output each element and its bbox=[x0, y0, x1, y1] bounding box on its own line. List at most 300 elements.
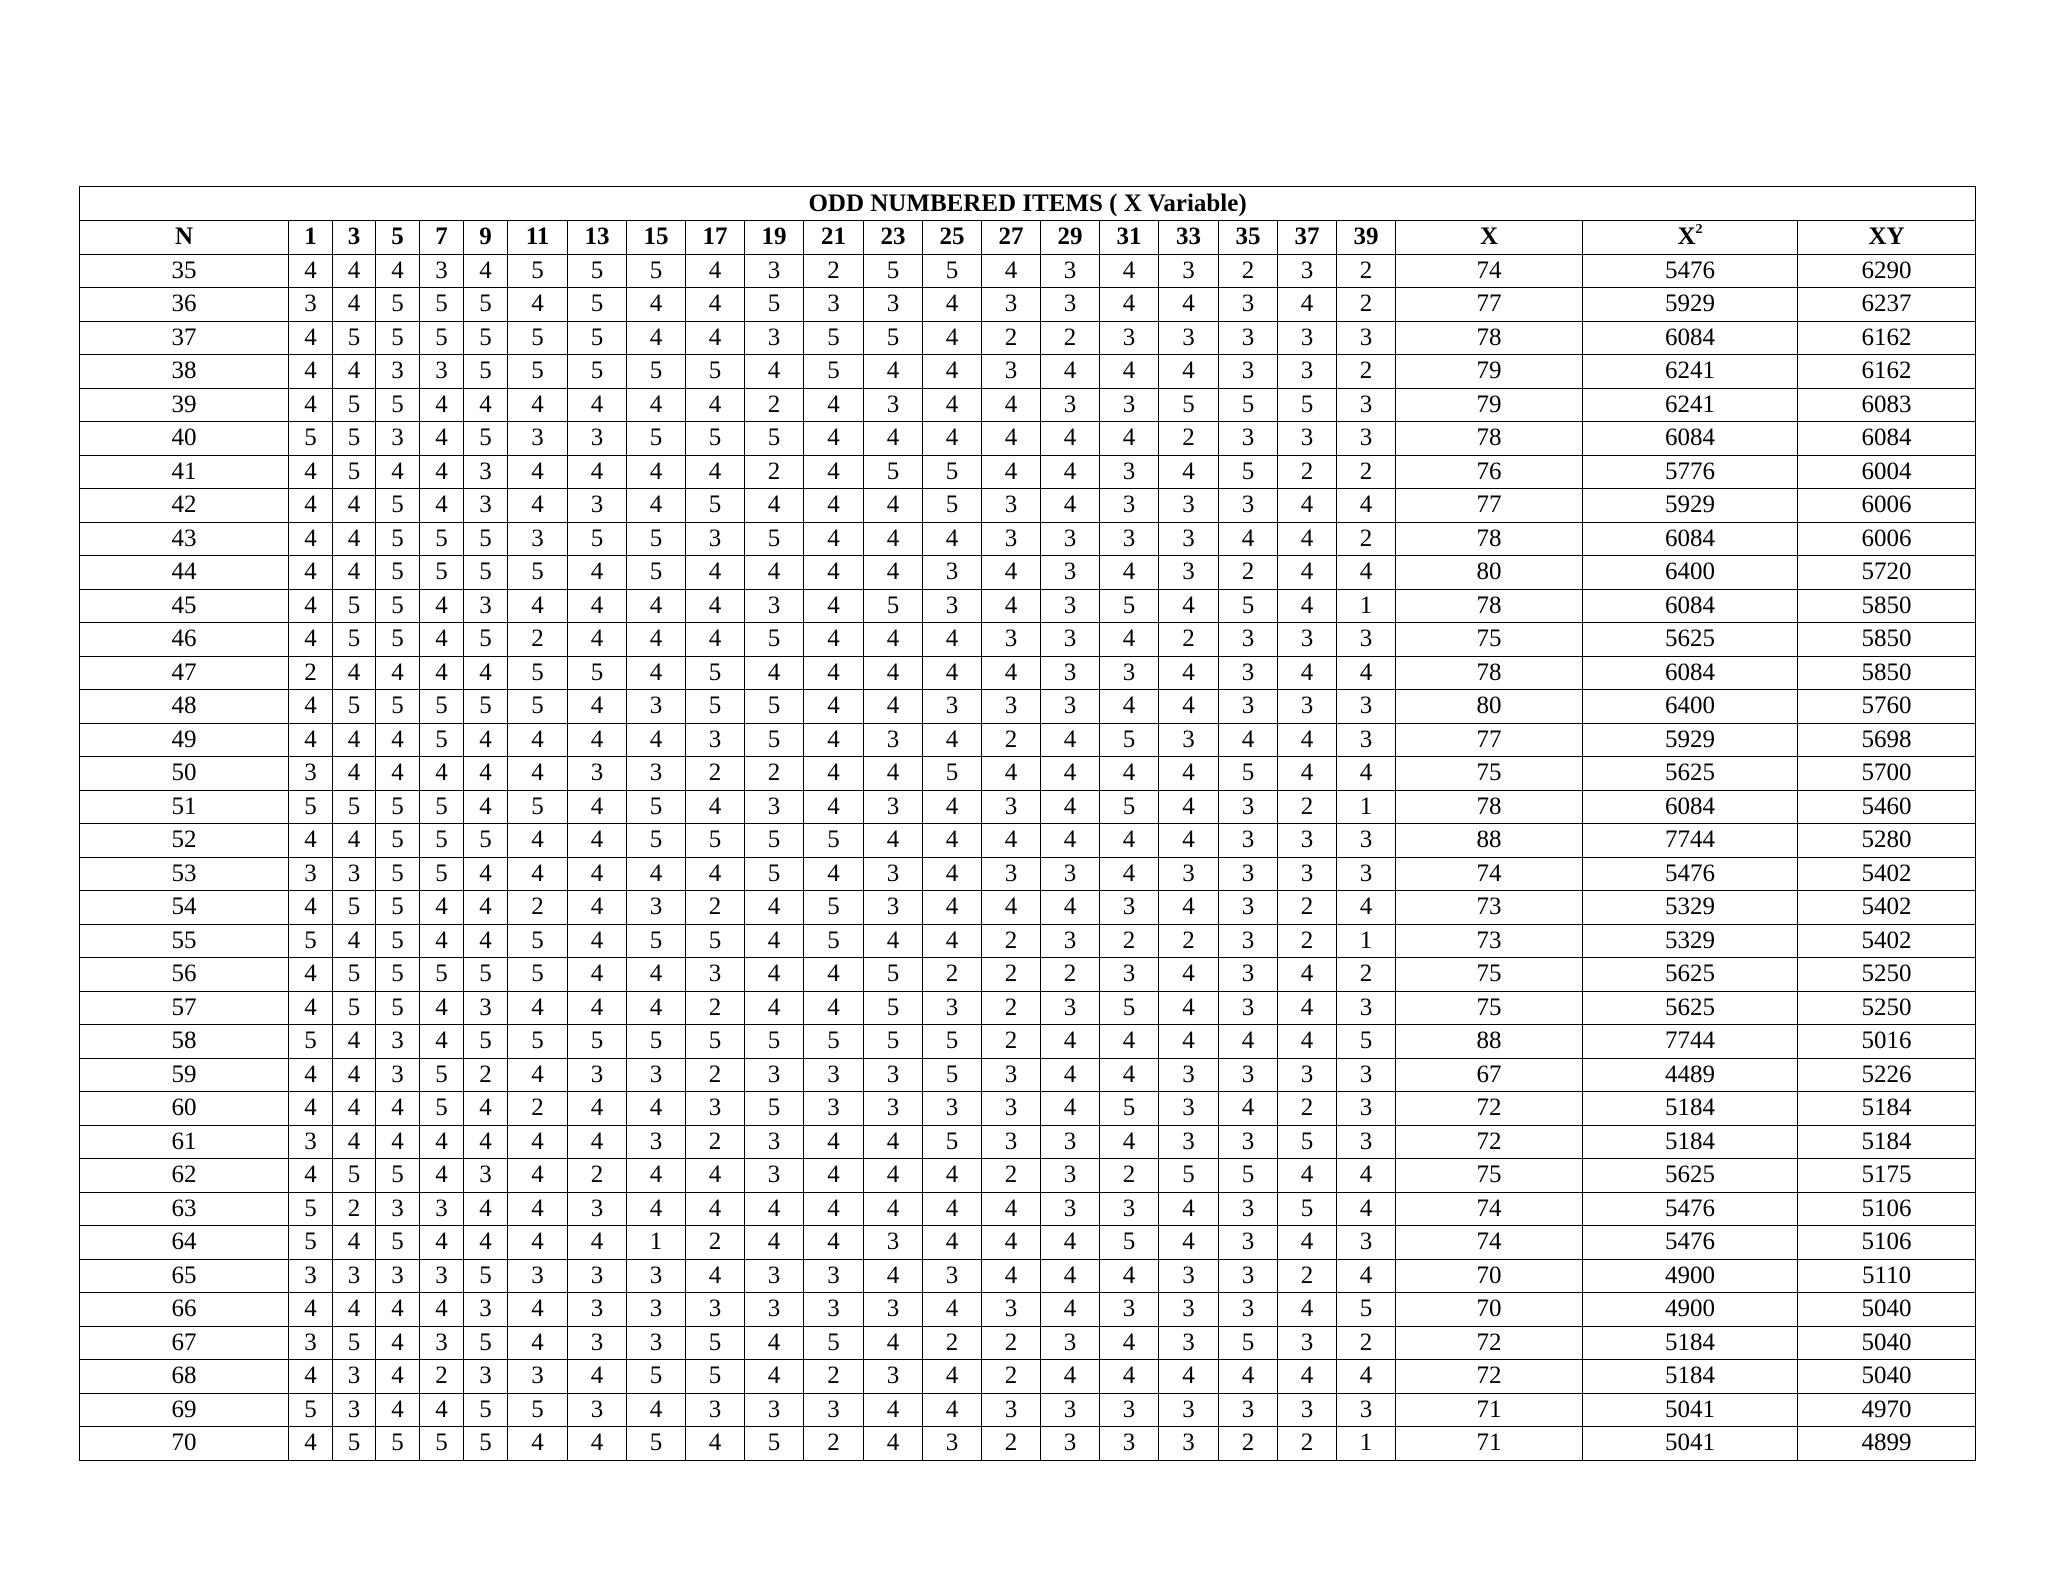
item-score-cell: 4 bbox=[923, 1192, 982, 1226]
table-row bbox=[80, 422, 1976, 456]
item-score-cell: 4 bbox=[568, 388, 627, 422]
x-squared-cell: 5476 bbox=[1583, 254, 1798, 288]
item-score-cell: 5 bbox=[568, 522, 627, 556]
item-score-cell: 4 bbox=[1041, 1025, 1100, 1059]
item-score-cell: 4 bbox=[1041, 1259, 1100, 1293]
item-score-cell: 5 bbox=[745, 690, 804, 724]
xy-cell: 5106 bbox=[1798, 1192, 1976, 1226]
item-score-cell: 4 bbox=[289, 388, 333, 422]
xy-cell: 5460 bbox=[1798, 790, 1976, 824]
item-score-cell: 5 bbox=[745, 1092, 804, 1126]
item-score-cell: 4 bbox=[333, 1293, 376, 1327]
item-score-cell: 2 bbox=[745, 388, 804, 422]
item-header: 13 bbox=[568, 221, 627, 255]
item-score-cell: 5 bbox=[508, 1025, 568, 1059]
item-score-cell: 4 bbox=[333, 924, 376, 958]
item-score-cell: 4 bbox=[1041, 1058, 1100, 1092]
item-score-cell: 4 bbox=[420, 891, 464, 925]
item-score-cell: 5 bbox=[686, 1360, 745, 1394]
item-score-cell: 4 bbox=[376, 723, 420, 757]
item-score-cell: 4 bbox=[420, 757, 464, 791]
item-score-cell: 4 bbox=[508, 388, 568, 422]
x-squared-cell: 5625 bbox=[1583, 1159, 1798, 1193]
item-score-cell: 5 bbox=[464, 958, 508, 992]
item-score-cell: 3 bbox=[1159, 857, 1219, 891]
n-cell: 36 bbox=[80, 288, 289, 322]
item-score-cell: 4 bbox=[289, 723, 333, 757]
x-squared-cell: 5929 bbox=[1583, 489, 1798, 523]
item-header: 11 bbox=[508, 221, 568, 255]
table-row bbox=[80, 656, 1976, 690]
item-score-cell: 4 bbox=[627, 623, 686, 657]
item-score-cell: 3 bbox=[627, 757, 686, 791]
item-score-cell: 4 bbox=[1100, 690, 1159, 724]
table-row bbox=[80, 1293, 1976, 1327]
item-score-cell: 4 bbox=[289, 355, 333, 389]
item-score-cell: 3 bbox=[1337, 1226, 1396, 1260]
item-score-cell: 4 bbox=[568, 1360, 627, 1394]
item-score-cell: 4 bbox=[508, 757, 568, 791]
item-score-cell: 4 bbox=[804, 656, 864, 690]
item-score-cell: 4 bbox=[1159, 288, 1219, 322]
item-score-cell: 3 bbox=[1219, 1058, 1278, 1092]
item-score-cell: 3 bbox=[804, 1058, 864, 1092]
item-score-cell: 2 bbox=[508, 623, 568, 657]
item-score-cell: 4 bbox=[1041, 1360, 1100, 1394]
item-score-cell: 5 bbox=[864, 254, 923, 288]
item-score-cell: 5 bbox=[686, 1025, 745, 1059]
item-score-cell: 4 bbox=[804, 991, 864, 1025]
item-score-cell: 5 bbox=[864, 321, 923, 355]
item-score-cell: 5 bbox=[1219, 455, 1278, 489]
xy-cell: 6083 bbox=[1798, 388, 1976, 422]
item-score-cell: 4 bbox=[1159, 757, 1219, 791]
item-score-cell: 1 bbox=[1337, 924, 1396, 958]
item-score-cell: 4 bbox=[568, 790, 627, 824]
item-score-cell: 3 bbox=[745, 321, 804, 355]
item-score-cell: 4 bbox=[568, 857, 627, 891]
item-score-cell: 4 bbox=[923, 1293, 982, 1327]
item-score-cell: 4 bbox=[289, 623, 333, 657]
item-score-cell: 4 bbox=[1278, 656, 1337, 690]
xy-cell: 5040 bbox=[1798, 1293, 1976, 1327]
item-score-cell: 4 bbox=[376, 1360, 420, 1394]
item-score-cell: 4 bbox=[464, 857, 508, 891]
item-score-cell: 3 bbox=[1100, 1192, 1159, 1226]
item-score-cell: 3 bbox=[1041, 656, 1100, 690]
item-score-cell: 4 bbox=[1100, 1125, 1159, 1159]
x-squared-cell: 6400 bbox=[1583, 690, 1798, 724]
item-score-cell: 4 bbox=[982, 455, 1041, 489]
item-score-cell: 3 bbox=[376, 1025, 420, 1059]
item-header: 27 bbox=[982, 221, 1041, 255]
xy-cell: 6004 bbox=[1798, 455, 1976, 489]
item-score-cell: 3 bbox=[376, 1259, 420, 1293]
item-score-cell: 4 bbox=[420, 1393, 464, 1427]
item-score-cell: 4 bbox=[1041, 1293, 1100, 1327]
x-cell: 80 bbox=[1396, 556, 1583, 590]
item-score-cell: 4 bbox=[333, 522, 376, 556]
n-cell: 69 bbox=[80, 1393, 289, 1427]
item-score-cell: 3 bbox=[745, 1058, 804, 1092]
item-score-cell: 3 bbox=[568, 1192, 627, 1226]
item-score-cell: 3 bbox=[1337, 991, 1396, 1025]
item-score-cell: 4 bbox=[1278, 288, 1337, 322]
item-score-cell: 3 bbox=[1337, 388, 1396, 422]
item-score-cell: 3 bbox=[420, 1326, 464, 1360]
x-squared-cell: 4489 bbox=[1583, 1058, 1798, 1092]
table-row bbox=[80, 1393, 1976, 1427]
item-score-cell: 5 bbox=[376, 288, 420, 322]
item-score-cell: 3 bbox=[376, 1058, 420, 1092]
item-score-cell: 2 bbox=[982, 958, 1041, 992]
item-score-cell: 4 bbox=[923, 623, 982, 657]
item-score-cell: 5 bbox=[923, 254, 982, 288]
item-score-cell: 4 bbox=[420, 1125, 464, 1159]
item-score-cell: 4 bbox=[464, 1226, 508, 1260]
item-score-cell: 3 bbox=[923, 991, 982, 1025]
item-score-cell: 4 bbox=[864, 1393, 923, 1427]
item-score-cell: 3 bbox=[1219, 958, 1278, 992]
item-score-cell: 3 bbox=[627, 1326, 686, 1360]
item-score-cell: 4 bbox=[1100, 1360, 1159, 1394]
item-score-cell: 5 bbox=[508, 556, 568, 590]
item-score-cell: 3 bbox=[1159, 1427, 1219, 1461]
table-row bbox=[80, 690, 1976, 724]
item-score-cell: 4 bbox=[864, 924, 923, 958]
item-score-cell: 4 bbox=[420, 1159, 464, 1193]
item-score-cell: 3 bbox=[1337, 1092, 1396, 1126]
table-row bbox=[80, 623, 1976, 657]
item-score-cell: 3 bbox=[464, 489, 508, 523]
x-cell: 88 bbox=[1396, 1025, 1583, 1059]
item-score-cell: 4 bbox=[420, 1025, 464, 1059]
n-cell: 47 bbox=[80, 656, 289, 690]
item-score-cell: 5 bbox=[1159, 1159, 1219, 1193]
n-cell: 49 bbox=[80, 723, 289, 757]
item-score-cell: 4 bbox=[289, 1092, 333, 1126]
item-score-cell: 4 bbox=[1278, 489, 1337, 523]
item-score-cell: 2 bbox=[745, 757, 804, 791]
item-score-cell: 5 bbox=[333, 623, 376, 657]
item-score-cell: 3 bbox=[1278, 690, 1337, 724]
item-score-cell: 4 bbox=[568, 991, 627, 1025]
item-score-cell: 4 bbox=[420, 623, 464, 657]
x-squared-cell: 5329 bbox=[1583, 891, 1798, 925]
item-score-cell: 3 bbox=[1337, 623, 1396, 657]
xy-cell: 4899 bbox=[1798, 1427, 1976, 1461]
item-score-cell: 5 bbox=[627, 824, 686, 858]
item-score-cell: 4 bbox=[508, 1058, 568, 1092]
item-score-cell: 4 bbox=[508, 489, 568, 523]
item-score-cell: 4 bbox=[864, 556, 923, 590]
item-score-cell: 4 bbox=[982, 656, 1041, 690]
item-score-cell: 5 bbox=[376, 522, 420, 556]
item-score-cell: 5 bbox=[376, 388, 420, 422]
item-score-cell: 2 bbox=[982, 321, 1041, 355]
x-squared-cell: 6084 bbox=[1583, 656, 1798, 690]
item-score-cell: 3 bbox=[864, 1360, 923, 1394]
xy-cell: 6162 bbox=[1798, 321, 1976, 355]
item-score-cell: 5 bbox=[376, 556, 420, 590]
table-row bbox=[80, 355, 1976, 389]
item-score-cell: 3 bbox=[1041, 254, 1100, 288]
item-score-cell: 2 bbox=[464, 1058, 508, 1092]
item-header: 23 bbox=[864, 221, 923, 255]
item-score-cell: 4 bbox=[333, 1025, 376, 1059]
item-score-cell: 3 bbox=[864, 1293, 923, 1327]
item-score-cell: 3 bbox=[1159, 1393, 1219, 1427]
item-score-cell: 5 bbox=[864, 1025, 923, 1059]
item-score-cell: 4 bbox=[464, 388, 508, 422]
item-score-cell: 2 bbox=[1278, 1259, 1337, 1293]
item-score-cell: 4 bbox=[1100, 422, 1159, 456]
item-score-cell: 3 bbox=[1337, 422, 1396, 456]
xy-cell: 5402 bbox=[1798, 857, 1976, 891]
item-score-cell: 5 bbox=[686, 656, 745, 690]
x-squared-cell: 6084 bbox=[1583, 790, 1798, 824]
item-score-cell: 3 bbox=[982, 288, 1041, 322]
n-cell: 53 bbox=[80, 857, 289, 891]
xy-cell: 5402 bbox=[1798, 891, 1976, 925]
item-score-cell: 5 bbox=[1100, 723, 1159, 757]
x-cell: 78 bbox=[1396, 589, 1583, 623]
item-score-cell: 2 bbox=[1159, 422, 1219, 456]
item-score-cell: 4 bbox=[508, 723, 568, 757]
x-cell: 72 bbox=[1396, 1360, 1583, 1394]
item-score-cell: 3 bbox=[745, 254, 804, 288]
item-score-cell: 4 bbox=[1159, 1360, 1219, 1394]
item-score-cell: 5 bbox=[376, 1159, 420, 1193]
item-score-cell: 5 bbox=[289, 1025, 333, 1059]
item-score-cell: 3 bbox=[1219, 623, 1278, 657]
x-cell: 78 bbox=[1396, 656, 1583, 690]
item-score-cell: 4 bbox=[568, 589, 627, 623]
item-score-cell: 4 bbox=[686, 288, 745, 322]
item-score-cell: 2 bbox=[982, 1025, 1041, 1059]
item-score-cell: 4 bbox=[923, 1360, 982, 1394]
item-score-cell: 4 bbox=[804, 1192, 864, 1226]
item-score-cell: 3 bbox=[568, 422, 627, 456]
item-score-cell: 4 bbox=[464, 891, 508, 925]
item-score-cell: 3 bbox=[864, 891, 923, 925]
item-score-cell: 2 bbox=[1278, 1427, 1337, 1461]
item-score-cell: 3 bbox=[1278, 1058, 1337, 1092]
table-row bbox=[80, 288, 1976, 322]
table-row bbox=[80, 1427, 1976, 1461]
item-score-cell: 4 bbox=[420, 388, 464, 422]
item-score-cell: 4 bbox=[464, 1125, 508, 1159]
item-score-cell: 5 bbox=[627, 556, 686, 590]
item-score-cell: 5 bbox=[376, 321, 420, 355]
item-score-cell: 3 bbox=[420, 254, 464, 288]
item-score-cell: 5 bbox=[1278, 1192, 1337, 1226]
item-score-cell: 4 bbox=[376, 1326, 420, 1360]
item-score-cell: 3 bbox=[1337, 1393, 1396, 1427]
item-score-cell: 2 bbox=[508, 891, 568, 925]
item-score-cell: 4 bbox=[627, 1159, 686, 1193]
item-score-cell: 3 bbox=[1337, 1058, 1396, 1092]
item-score-cell: 5 bbox=[420, 824, 464, 858]
n-cell: 65 bbox=[80, 1259, 289, 1293]
item-score-cell: 4 bbox=[864, 623, 923, 657]
item-score-cell: 4 bbox=[289, 321, 333, 355]
item-score-cell: 3 bbox=[376, 1192, 420, 1226]
x-squared-cell: 5041 bbox=[1583, 1393, 1798, 1427]
item-score-cell: 4 bbox=[333, 556, 376, 590]
xy-cell: 6006 bbox=[1798, 489, 1976, 523]
x-cell: 74 bbox=[1396, 1226, 1583, 1260]
item-score-cell: 5 bbox=[686, 489, 745, 523]
item-score-cell: 3 bbox=[745, 1259, 804, 1293]
item-score-cell: 4 bbox=[627, 589, 686, 623]
item-score-cell: 4 bbox=[464, 790, 508, 824]
x-cell: 72 bbox=[1396, 1125, 1583, 1159]
item-score-cell: 4 bbox=[1041, 1092, 1100, 1126]
item-score-cell: 3 bbox=[1041, 991, 1100, 1025]
table-row bbox=[80, 857, 1976, 891]
x-squared-cell: 5625 bbox=[1583, 991, 1798, 1025]
x-cell: 78 bbox=[1396, 321, 1583, 355]
item-score-cell: 4 bbox=[289, 522, 333, 556]
item-score-cell: 4 bbox=[864, 1427, 923, 1461]
item-score-cell: 4 bbox=[804, 857, 864, 891]
item-score-cell: 3 bbox=[1219, 489, 1278, 523]
item-score-cell: 5 bbox=[289, 1393, 333, 1427]
item-score-cell: 3 bbox=[376, 422, 420, 456]
xy-cell: 5040 bbox=[1798, 1326, 1976, 1360]
item-score-cell: 4 bbox=[1041, 455, 1100, 489]
item-score-cell: 4 bbox=[804, 958, 864, 992]
item-score-cell: 4 bbox=[745, 1360, 804, 1394]
item-score-cell: 2 bbox=[1219, 1427, 1278, 1461]
item-score-cell: 2 bbox=[686, 891, 745, 925]
item-score-cell: 3 bbox=[686, 1293, 745, 1327]
item-header: 31 bbox=[1100, 221, 1159, 255]
item-score-cell: 2 bbox=[1100, 924, 1159, 958]
item-score-cell: 3 bbox=[568, 1326, 627, 1360]
item-score-cell: 4 bbox=[333, 1125, 376, 1159]
item-score-cell: 4 bbox=[923, 924, 982, 958]
n-cell: 60 bbox=[80, 1092, 289, 1126]
item-score-cell: 4 bbox=[686, 254, 745, 288]
item-score-cell: 4 bbox=[627, 489, 686, 523]
item-score-cell: 4 bbox=[864, 824, 923, 858]
table-row bbox=[80, 254, 1976, 288]
xy-cell: 5720 bbox=[1798, 556, 1976, 590]
item-score-cell: 5 bbox=[376, 857, 420, 891]
item-score-cell: 5 bbox=[464, 522, 508, 556]
item-score-cell: 3 bbox=[864, 1092, 923, 1126]
x-squared-superscript: 2 bbox=[1695, 221, 1703, 237]
item-header: 1 bbox=[289, 221, 333, 255]
item-score-cell: 5 bbox=[508, 690, 568, 724]
item-score-cell: 4 bbox=[1159, 991, 1219, 1025]
item-score-cell: 4 bbox=[289, 1293, 333, 1327]
item-score-cell: 4 bbox=[508, 288, 568, 322]
n-cell: 57 bbox=[80, 991, 289, 1025]
item-score-cell: 4 bbox=[568, 623, 627, 657]
item-score-cell: 4 bbox=[1337, 891, 1396, 925]
item-score-cell: 4 bbox=[627, 288, 686, 322]
item-score-cell: 3 bbox=[1041, 556, 1100, 590]
item-score-cell: 5 bbox=[804, 891, 864, 925]
item-score-cell: 4 bbox=[333, 489, 376, 523]
item-score-cell: 4 bbox=[289, 690, 333, 724]
item-score-cell: 3 bbox=[1041, 1427, 1100, 1461]
item-score-cell: 4 bbox=[1219, 1025, 1278, 1059]
item-score-cell: 4 bbox=[864, 422, 923, 456]
item-score-cell: 4 bbox=[745, 489, 804, 523]
item-score-cell: 3 bbox=[1100, 1393, 1159, 1427]
item-score-cell: 3 bbox=[1100, 1293, 1159, 1327]
item-score-cell: 3 bbox=[1337, 321, 1396, 355]
item-score-cell: 3 bbox=[982, 790, 1041, 824]
table-row bbox=[80, 757, 1976, 791]
item-score-cell: 4 bbox=[745, 556, 804, 590]
item-score-cell: 4 bbox=[333, 723, 376, 757]
item-score-cell: 5 bbox=[420, 857, 464, 891]
n-cell: 56 bbox=[80, 958, 289, 992]
item-score-cell: 5 bbox=[627, 1025, 686, 1059]
item-score-cell: 5 bbox=[420, 288, 464, 322]
item-score-cell: 5 bbox=[289, 790, 333, 824]
n-cell: 50 bbox=[80, 757, 289, 791]
item-score-cell: 3 bbox=[1219, 355, 1278, 389]
item-score-cell: 4 bbox=[464, 656, 508, 690]
x-squared-cell: 5041 bbox=[1583, 1427, 1798, 1461]
item-score-cell: 4 bbox=[1278, 1025, 1337, 1059]
item-score-cell: 3 bbox=[1278, 321, 1337, 355]
item-score-cell: 2 bbox=[745, 455, 804, 489]
item-score-cell: 5 bbox=[376, 623, 420, 657]
item-score-cell: 4 bbox=[1100, 1259, 1159, 1293]
item-score-cell: 4 bbox=[376, 455, 420, 489]
item-score-cell: 3 bbox=[627, 1125, 686, 1159]
item-score-cell: 4 bbox=[376, 656, 420, 690]
item-score-cell: 2 bbox=[982, 1360, 1041, 1394]
item-score-cell: 3 bbox=[568, 1058, 627, 1092]
item-score-cell: 4 bbox=[1159, 824, 1219, 858]
item-score-cell: 4 bbox=[568, 556, 627, 590]
item-score-cell: 4 bbox=[1278, 723, 1337, 757]
item-score-cell: 4 bbox=[1337, 1159, 1396, 1193]
n-cell: 40 bbox=[80, 422, 289, 456]
x-cell: 77 bbox=[1396, 723, 1583, 757]
n-cell: 48 bbox=[80, 690, 289, 724]
item-score-cell: 4 bbox=[1219, 723, 1278, 757]
item-score-cell: 3 bbox=[289, 1259, 333, 1293]
item-score-cell: 5 bbox=[627, 422, 686, 456]
item-score-cell: 3 bbox=[1159, 1293, 1219, 1327]
item-score-cell: 4 bbox=[864, 489, 923, 523]
item-score-cell: 5 bbox=[923, 1058, 982, 1092]
item-score-cell: 4 bbox=[289, 1427, 333, 1461]
item-score-cell: 2 bbox=[982, 723, 1041, 757]
item-score-cell: 5 bbox=[686, 1326, 745, 1360]
item-score-cell: 3 bbox=[289, 757, 333, 791]
item-score-cell: 4 bbox=[864, 355, 923, 389]
item-score-cell: 4 bbox=[420, 1226, 464, 1260]
item-score-cell: 4 bbox=[804, 388, 864, 422]
item-score-cell: 4 bbox=[568, 455, 627, 489]
item-score-cell: 5 bbox=[420, 958, 464, 992]
item-score-cell: 4 bbox=[1041, 790, 1100, 824]
item-score-cell: 4 bbox=[464, 924, 508, 958]
item-score-cell: 4 bbox=[1159, 355, 1219, 389]
x-cell: 88 bbox=[1396, 824, 1583, 858]
item-score-cell: 4 bbox=[982, 254, 1041, 288]
